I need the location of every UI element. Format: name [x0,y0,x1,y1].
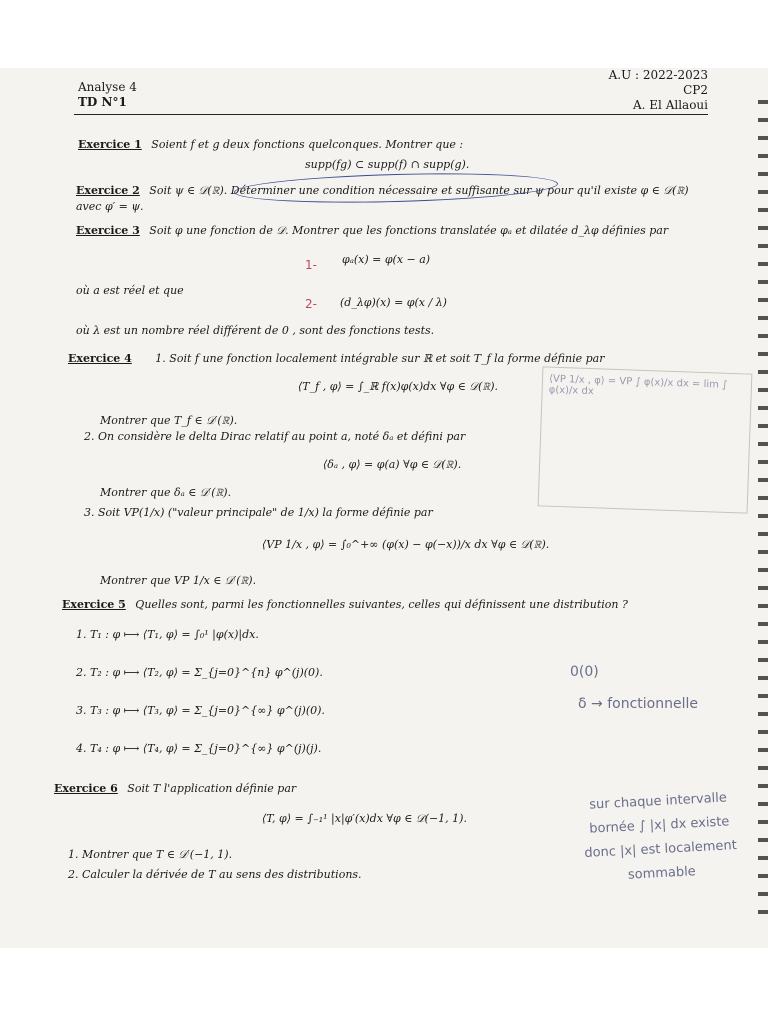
handwritten-note-ex4: ⟨VP 1/x , φ⟩ = VP ∫ φ(x)/x dx = lim ∫ φ(x)/x dx [548,373,728,398]
exercise-4-item-2: 2. On considère le delta Dirac relatif au point a, noté δₐ et défini par [84,430,466,443]
exercise-1-formula: supp(fg) ⊂ supp(f) ∩ supp(g). [305,158,470,171]
exercise-2-text: Soit ψ ∈ 𝒟(ℝ). Déterminer une condition nécessaire et suffisante sur ψ pour qu'il existe φ ∈ 𝒟(ℝ) [149,184,689,197]
exercise-3 [76,224,668,238]
header-left [78,80,137,110]
exercise-3-text: Soit φ une fonction de 𝒟. Montrer que les fonctions translatée φₐ et dilatée d_λφ définies par [149,224,669,237]
exercise-4-label: Exercice 4 [68,352,132,365]
handwritten-mark-1: 1- [305,258,317,272]
exercise-1-label: Exercice 1 [78,138,142,151]
exercise-4-formula-1: ⟨T_f , φ⟩ = ∫_ℝ f(x)φ(x)dx ∀φ ∈ 𝒟(ℝ). [298,380,498,393]
exercise-5-item-1: 1. T₁ : φ ⟼ ⟨T₁, φ⟩ = ∫₀¹ |φ(x)|dx. [76,628,259,641]
handwritten-note-ex6-line-2: bornée ∫ |x| dx existe [588,814,730,837]
exercise-6 [54,782,296,795]
binder-edge [758,100,768,920]
exercise-3-end: où λ est un nombre réel différent de 0 , sont des fonctions tests. [76,324,435,337]
handwritten-note-ex5a: 0(0) [570,664,599,680]
td-number: TD N°1 [78,95,127,109]
class-code: CP2 [683,83,708,97]
handwritten-note-ex6-line-1: sur chaque intervalle [588,790,728,813]
exercise-5-label: Exercice 5 [62,598,126,611]
exercise-4-item-3: 3. Soit VP(1/x) ("valeur principale" de 1/x) la forme définie par [84,506,433,519]
exercise-4-formula-2: ⟨δₐ , φ⟩ = φ(a) ∀φ ∈ 𝒟(ℝ). [323,458,462,471]
handwritten-note-ex6 [558,785,763,891]
academic-year: A.U : 2022-2023 [608,68,708,82]
exercise-1 [78,138,463,151]
header-right [609,68,708,113]
author-name: A. El Allaoui [633,98,708,112]
exercise-2-label: Exercice 2 [76,184,140,197]
exercise-6-question-2: 2. Calculer la dérivée de T au sens des distributions. [68,868,362,881]
exercise-6-label: Exercice 6 [54,782,118,795]
handwritten-note-ex6-line-4: sommable [627,864,697,883]
handwritten-mark-2: 2- [305,297,317,311]
exercise-2-text-2: avec φ′ = ψ. [76,200,144,213]
exercise-4-show-3: Montrer que VP 1/x ∈ 𝒟′(ℝ). [100,574,257,587]
exercise-3-mid: où a est réel et que [76,284,184,297]
exercise-6-formula: ⟨T, φ⟩ = ∫₋₁¹ |x|φ′(x)dx ∀φ ∈ 𝒟(−1, 1). [262,812,467,825]
handwritten-note-ex6-line-3: donc |x| est localement [584,838,738,861]
course-title: Analyse 4 [78,80,137,94]
exercise-6-text: Soit T l'application définie par [127,782,297,795]
exercise-5-item-4: 4. T₄ : φ ⟼ ⟨T₄, φ⟩ = Σ_{j=0}^{∞} φ^(j)(j). [76,742,322,755]
exercise-5-item-3: 3. T₃ : φ ⟼ ⟨T₃, φ⟩ = Σ_{j=0}^{∞} φ^(j)(0). [76,704,325,717]
exercise-1-text: Soient f et g deux fonctions quelconques. Montrer que : [151,138,464,151]
exercise-3-formula-2: (d_λφ)(x) = φ(x / λ) [340,296,447,309]
exercise-4-formula-3: ⟨VP 1/x , φ⟩ = ∫₀^+∞ (φ(x) − φ(−x))/x dx ∀φ ∈ 𝒟(ℝ). [262,538,550,551]
exercise-4-show-1: Montrer que T_f ∈ 𝒟′(ℝ). [100,414,238,427]
exercise-4 [68,352,604,365]
exercise-3-label: Exercice 3 [76,224,140,237]
header-divider [74,114,708,115]
exercise-4-item-1: 1. Soit f une fonction localement intégrable sur ℝ et soit T_f la forme définie par [155,352,605,365]
handwritten-note-ex5b: δ → fonctionnelle [578,696,698,712]
exercise-5-text: Quelles sont, parmi les fonctionnelles suivantes, celles qui définissent une distribution ? [135,598,628,611]
exercise-5 [62,598,628,611]
exercise-4-show-2: Montrer que δₐ ∈ 𝒟′(ℝ). [100,486,232,499]
exercise-3-formula-1: φₐ(x) = φ(x − a) [342,253,431,266]
exercise-5-item-2: 2. T₂ : φ ⟼ ⟨T₂, φ⟩ = Σ_{j=0}^{n} φ^(j)(0). [76,666,323,679]
handwritten-note-box [538,366,753,513]
exercise-6-question-1: 1. Montrer que T ∈ 𝒟′(−1, 1). [68,848,233,861]
